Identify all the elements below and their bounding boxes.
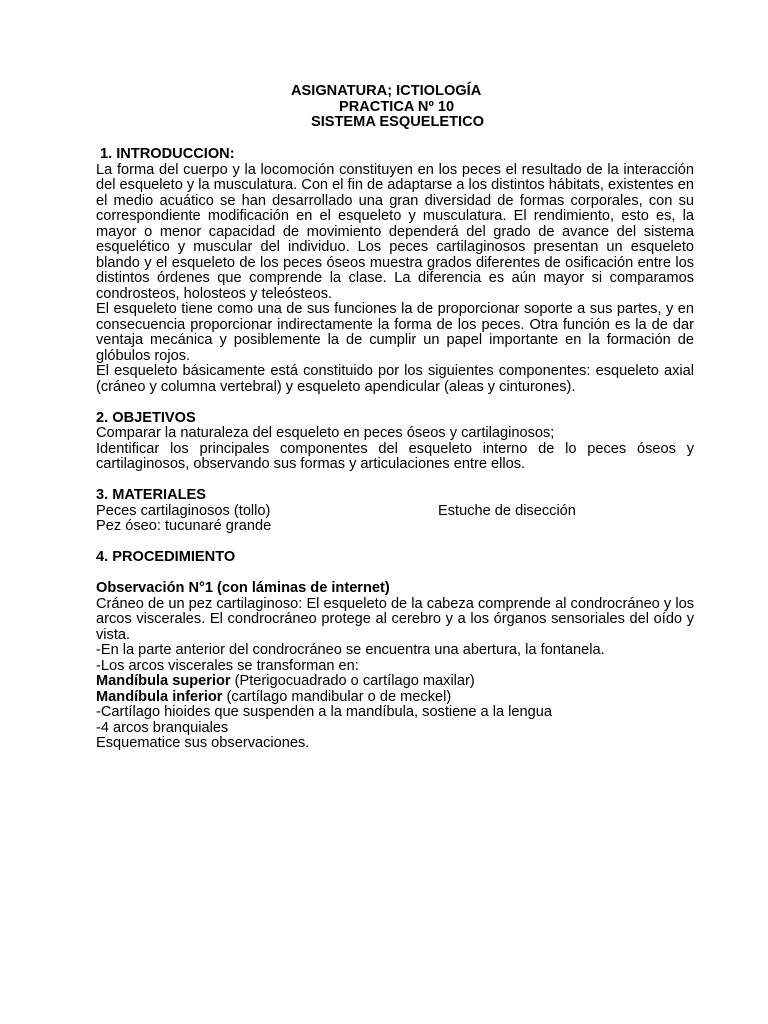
lower-jaw-label: Mandíbula inferior xyxy=(96,688,223,705)
lower-jaw-desc: (cartílago mandibular o de meckel) xyxy=(222,688,452,705)
spacer xyxy=(96,566,694,582)
objective-1: Comparar la naturaleza del esqueleto en peces óseos y cartilaginosos; xyxy=(96,425,555,441)
observation-line: -Cartílago hioides que suspenden a la mandíbula, sostiene a la lengua xyxy=(96,704,552,720)
practice-topic: SISTEMA ESQUELETICO xyxy=(311,114,484,130)
course-title: ASIGNATURA; ICTIOLOGÍA xyxy=(291,83,482,99)
document-header xyxy=(0,84,768,131)
observation-line xyxy=(96,690,694,706)
material-item: Pez óseo: tucunaré grande xyxy=(96,518,272,534)
observation-line: Esquematice sus observaciones. xyxy=(96,735,310,751)
intro-paragraph-1: La forma del cuerpo y la locomoción constituyen en los peces el resultado de la interacción del esqueleto y la musculatura. Con el fin de adaptarse a los distintos hábitats, existentes en el medio acuático se han desarrollado una gran diversidad de formas corporales, con su correspondiente modificación en el esqueleto y musculatura. El rendimiento, esto es, la mayor o menor capacidad de movimiento dependerá del grado de avance del sistema esquelético y muscular del individuo. Los peces cartilaginosos presentan un esqueleto blando y el esqueleto de los peces óseos muestra grados diferentes de osificación entre los distintos órdenes que comprende la clase. La diferencia es aún mayor si comparamos condrosteos, holosteos y teleósteos. xyxy=(96,161,694,302)
materials-heading: 3. MATERIALES xyxy=(96,487,207,503)
document-body xyxy=(96,147,694,752)
observation-line: -En la parte anterior del condrocráneo se encuentra una abertura, la fontanela. xyxy=(96,642,605,658)
intro-paragraph-3: El esqueleto básicamente está constituido por los siguientes componentes: esqueleto axial (cráneo y columna vertebral) y esqueleto apendicular (aleas y cinturones). xyxy=(96,363,694,395)
materials-row xyxy=(96,504,694,520)
practice-number: PRACTICA Nº 10 xyxy=(339,98,455,115)
spacer xyxy=(96,535,694,551)
observation-line: -Los arcos viscerales se transforman en: xyxy=(96,657,359,674)
observation-heading: Observación N°1 (con láminas de internet) xyxy=(96,580,390,596)
observation-line xyxy=(96,674,694,690)
procedure-heading: 4. PROCEDIMIENTO xyxy=(96,549,236,565)
observation-line: -4 arcos branquiales xyxy=(96,719,229,736)
intro-paragraph-2: El esqueleto tiene como una de sus funciones la de proporcionar soporte a sus partes, y en consecuencia proporcionar indirectamente la forma de los peces. Otra función es la de dar ventaja mecánica y posiblemente la de cumplir un papel importante en la formación de glóbulos rojos. xyxy=(96,301,694,364)
objective-2: Identificar los principales componentes del esqueleto interno de lo peces óseos y cartilaginosos, observando sus formas y articulaciones entre ellos. xyxy=(96,440,694,472)
upper-jaw-label: Mandíbula superior xyxy=(96,673,231,689)
material-item: Peces cartilaginosos (tollo) xyxy=(96,502,271,519)
spacer xyxy=(96,395,694,411)
material-item: Estuche de disección xyxy=(438,502,576,519)
observation-text: Cráneo de un pez cartilaginoso: El esqueleto de la cabeza comprende al condrocráneo y los arcos viscerales. El condrocráneo protege al cerebro y a los órganos sensoriales del oído y vista. xyxy=(96,595,694,643)
spacer xyxy=(96,473,694,489)
objectives-heading: 2. OBJETIVOS xyxy=(96,409,196,426)
upper-jaw-desc: (Pterigocuadrado o cartílago maxilar) xyxy=(230,673,475,689)
intro-heading: 1. INTRODUCCION: xyxy=(100,146,235,162)
